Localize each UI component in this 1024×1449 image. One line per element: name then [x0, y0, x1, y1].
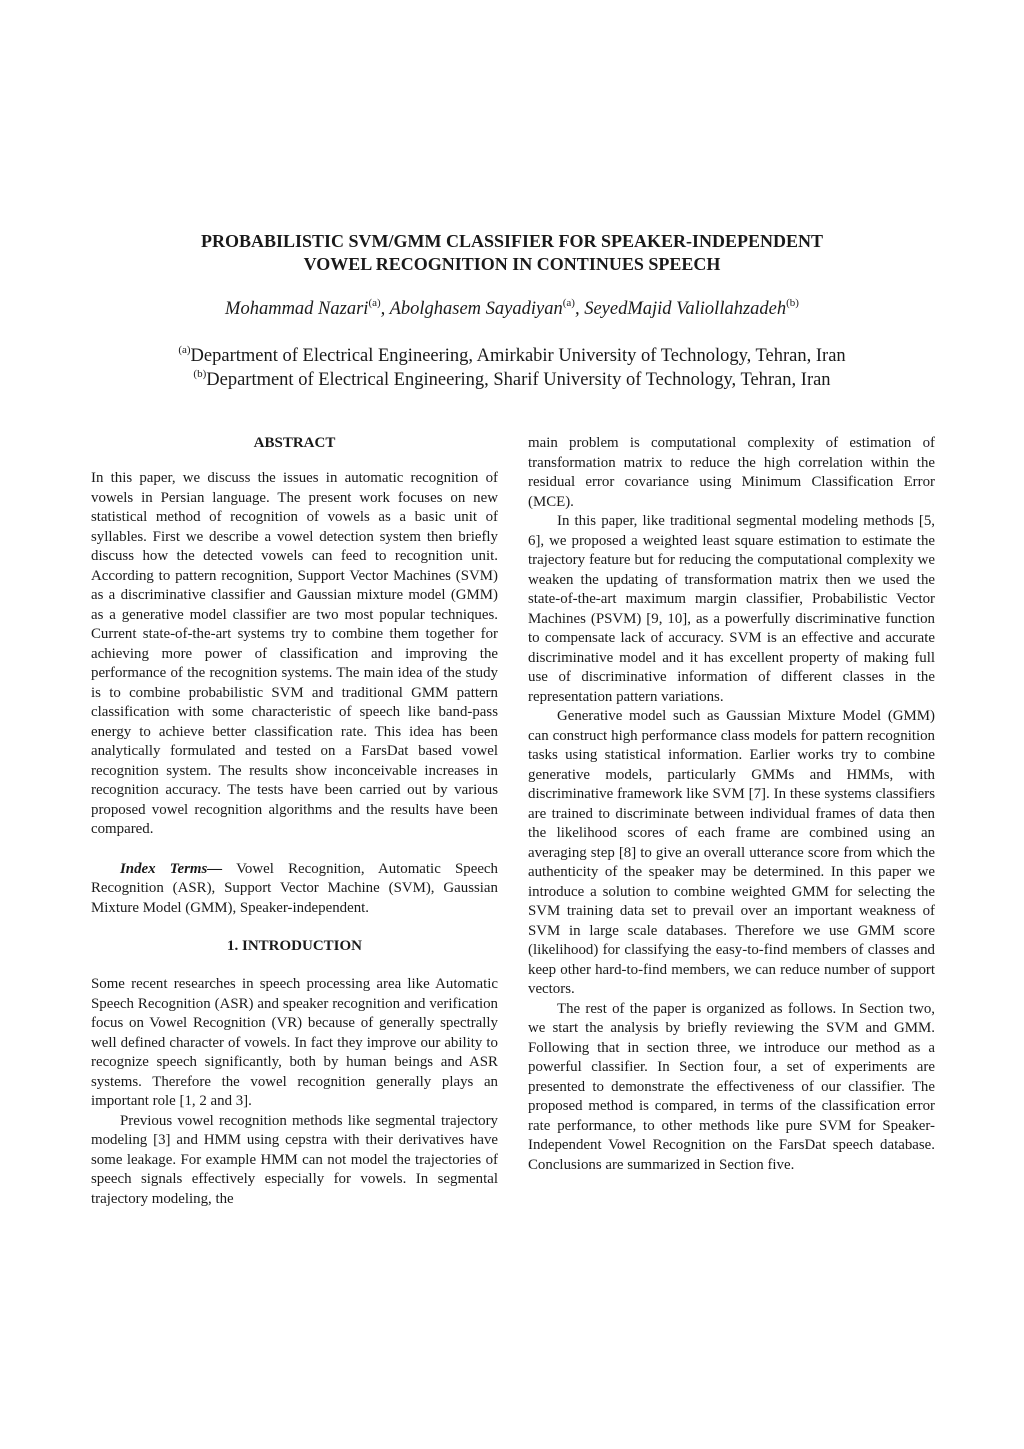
intro-paragraph-1: Some recent researches in speech processing area like Automatic Speech Recognition (ASR) and speaker recognition and verification focus on Vowel Recognition (VR) because of generally spectrally well defined character of vowels. In fact they improve our ability to recognize speech significantly, both by human beings and ASR systems. Therefore the vowel recognition generally plays an important role [1, 2 and 3]. — [91, 976, 498, 1109]
author-affil-mark: (a) — [368, 297, 381, 309]
intro-paragraph-4: Generative model such as Gaussian Mixture Model (GMM) can construct high performance class models for pattern recognition tasks using statistical information. Earlier works try to combine generative models, particularly GMMs and HMMs, with discriminative framework like SVM [7]. In these systems classifiers are trained to discriminate between individual frames of data then the likelihood scores of each frame are combined using an averaging step [8] to give an overall utterance score from which the authenticity of the speaker may be determined. In this paper we introduce a solution to combine weighted GMM for selecting the SVM training data set to prevail over an important weakness of SVM in large scale databases. Therefore we use GMM score (likelihood) for classifying the easy-to-find members of classes and keep other hard-to-find members, we can reduce number of support vectors. — [528, 708, 935, 997]
author-name: SeyedMajid Valiollahzadeh — [584, 299, 787, 319]
affiliation-list — [60, 344, 964, 392]
left-column — [91, 434, 498, 1209]
abstract-text: In this paper, we discuss the issues in automatic recognition of vowels in Persian language. The present work focuses on new statistical method of recognition of vowels as a basic unit of syllables. First we describe a vowel detection system then briefly discuss how the detected vowels can feed to recognition unit. According to pattern recognition, Support Vector Machines (SVM) as a discriminative classifier and Gaussian mixture model (GMM) as a generative model classifier are two most popular techniques. Current state-of-the-art systems try to combine them together for achieving more power of classification and improving the performance of the recognition systems. The main idea of the study is to combine probabilistic SVM and traditional GMM pattern classification with some characteristic of speech like band-pass energy to achieve better classification rate. This idea has been analytically formulated and tested on a FarsDat based vowel recognition system. The results show inconceivable increases in recognition accuracy. The tests have been carried out by various proposed vowel recognition algorithms and the results have been compared. — [91, 470, 498, 837]
abstract-heading: ABSTRACT — [253, 435, 336, 451]
author-name: Mohammad Nazari — [225, 299, 369, 319]
affiliation-mark: (a) — [178, 344, 191, 356]
index-terms — [91, 860, 498, 919]
intro-paragraph-5: The rest of the paper is organized as follows. In Section two, we start the analysis by briefly reviewing the SVM and GMM. Following that in section three, we introduce our method as a powerful classifier. In Section four, a set of experiments are presented to demonstrate the effectiveness of our classifier. The proposed method is compared, in terms of the classification error rate performance, to other methods like pure SVM for Speaker-Independent Vowel Recognition on the FarsDat speech database. Conclusions are summarized in Section five. — [528, 1000, 935, 1173]
intro-paragraph-2-continued: main problem is computational complexity of estimation of transformation matrix to reduce the high correlation within the residual error covariance using Minimum Classification Error (MCE). — [528, 435, 935, 510]
author-affil-mark: (a) — [562, 297, 575, 309]
index-terms-label: Index Terms— — [120, 860, 223, 877]
author-list: Mohammad Nazari$^{(a)}$, Abolghasem Sayadiyan$^{(a)}$, SeyedMajid Valiollahzadeh$^{(b)}$ — [225, 297, 799, 319]
intro-paragraph-2: Previous vowel recognition methods like segmental trajectory modeling [3] and HMM using cepstra with their derivatives have some leakage. For example HMM can not model the trajectories of speech signals effectively especially for vowels. In segmental trajectory modeling, the — [91, 1112, 498, 1207]
paper-title — [100, 230, 924, 276]
introduction-heading: 1. INTRODUCTION — [226, 938, 362, 954]
author-name: Abolghasem Sayadiyan — [389, 299, 563, 319]
author-affil-mark: (b) — [786, 297, 799, 309]
intro-paragraph-3: In this paper, like traditional segmental modeling methods [5, 6], we proposed a weighted least square estimation to estimate the trajectory feature but for reducing the computational complexity we weaken the updating of transformation matrix then we used the state-of-the-art maximum margin classifier, Probabilistic Vector Machines (PSVM) [9, 10], as a powerfully discriminative function to compensate lack of accuracy. SVM is an effective and accurate discriminative model and it has excellent property of making full use of discriminative information of different classes in the representation pattern variations. — [528, 513, 935, 705]
title-line-1: PROBABILISTIC SVM/GMM CLASSIFIER FOR SPEAKER-INDEPENDENT — [200, 231, 824, 251]
affiliation: $^{(b)}$Department of Electrical Engineering, Sharif University of Technology, Tehran, Iran — [193, 368, 831, 390]
right-column — [528, 434, 935, 1175]
title-line-2: VOWEL RECOGNITION IN CONTINUES SPEECH — [303, 254, 721, 274]
affiliation-mark: (b) — [193, 368, 207, 380]
affiliation: $^{(a)}$Department of Electrical Engineering, Amirkabir University of Technology, Tehran, Iran — [178, 344, 846, 366]
index-terms-text: Vowel Recognition, Automatic Speech Recognition (ASR), Support Vector Machine (SVM), Gaussian Mixture Model (GMM), Speaker-independent. — [91, 860, 498, 916]
